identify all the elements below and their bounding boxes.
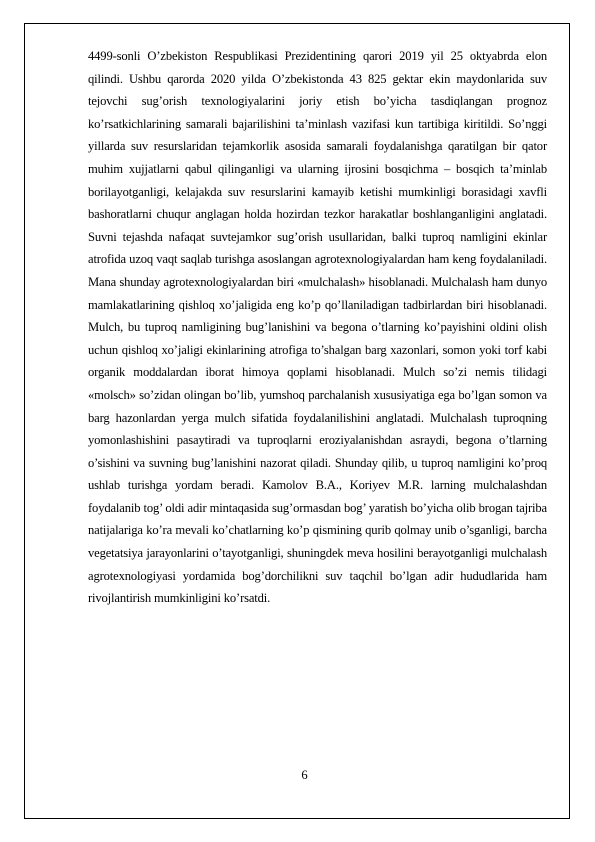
body-paragraph: 4499-sonli O’zbekiston Respublikasi Prezidentining qarori 2019 yil 25 oktyabrda elon qilindi. Ushbu qarorda 2020 yilda O’zbekistonda 43 825 gektar ekin maydonlarida suv tejovchi sug’orish texnologiyalarini joriy etish bo’yicha tasdiqlangan prognoz ko’rsatkichlarining samarali bajarilishini ta’minlash vazifasi kun tartibiga kiritildi. So’nggi yillarda suv resurslaridan tejamkorlik asosida samarali foydalanishga qaratilgan bir qator muhim xujjatlarni qabul qilinganligi va ularning ijrosini bosqichma – bosqich ta’minlab borilayotganligi, kelajakda suv resurslarini kamayib ketishi mumkinligi borasidagi xavfli bashoratlarni chuqur anglagan holda hozirdan tezkor harakatlar boshlanganligini anglatadi. Suvni tejashda nafaqat suvtejamkor sug’orish usullaridan, balki tuproq namligini ekinlar atrofida uzoq vaqt saqlab turishga asoslangan agrotexnologiyalardan ham keng foydalaniladi. Mana shunday agrotexnologiyalardan biri «mulchalash» hisoblanadi. Mulchalash ham dunyo mamlakatlarining qishloq xo’jaligida eng ko’p qo’llaniladigan tadbirlardan biri hisoblanadi. Mulch, bu tuproq namligining bug’lanishini va begona o’tlarning ko’payishini oldini olish uchun qishloq xo’jaligi ekinlarining atrofiga to’shalgan barg xazonlari, somon yoki torf kabi organik moddalardan iborat himoya qoplami hisoblanadi. Mulch so’zi nemis tilidagi «molsch» so’zidan olingan bo’lib, yumshoq parchalanish xususiyatiga ega bo’lgan somon va barg hazonlardan yerga mulch sifatida foydalanilishini anglatadi. Mulchalash tuproqning yomonlashishini pasaytiradi va tuproqlarni eroziyalanishdan asraydi, begona o’tlarning o’sishini va suvning bug’lanishini nazorat qiladi. Shunday qilib, u tuproq namligini ko’proq ushlab turishga yordam beradi. Kamolov B.A., Koriyev M.R. larning mulchalashdan foydalanib tog’ oldi adir mintaqasida sug’ormasdan bog’ yaratish bo’yicha olib brogan tajriba natijalariga ko’ra mevali ko’chatlarning ko’p qismining qurib qolmay unib o’sganligi, barcha vegetatsiya jarayonlarini o’tayotganligi, shuningdek meva hosilini berayotganligi mulchalash agrotexnologiyasi yordamida bog’dorchilikni suv taqchil bo’lgan adir hududlarida ham rivojlantirish mumkinligini ko’rsatdi. — [88, 49, 547, 606]
page-number: 6 — [301, 768, 308, 782]
